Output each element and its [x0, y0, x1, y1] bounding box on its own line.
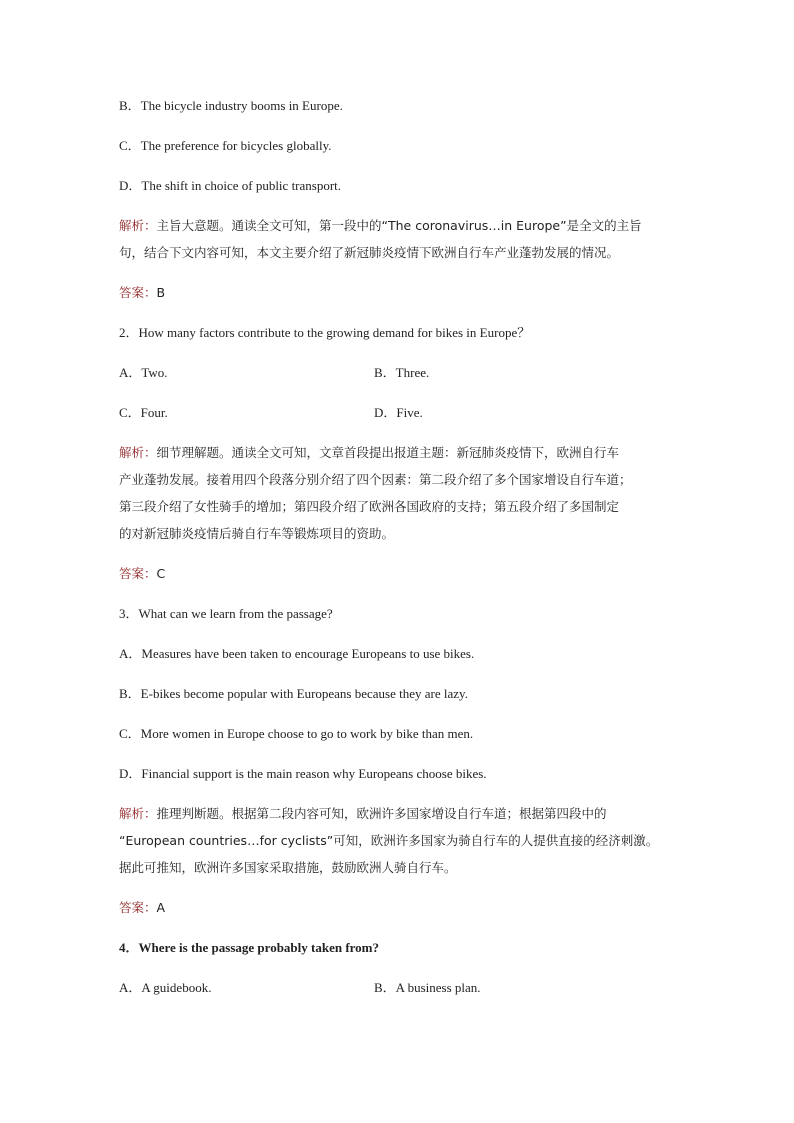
q1-option-b: B．The bicycle industry booms in Europe. — [119, 98, 343, 113]
q2-analysis — [119, 439, 679, 547]
q1-analysis — [119, 212, 679, 266]
q2-options-row-2 — [119, 399, 679, 426]
q4-option-b: B．A business plan. — [374, 980, 481, 995]
q3-answer-label: 答案： — [119, 900, 157, 915]
q3-option-d: D．Financial support is the main reason why Europeans choose bikes. — [119, 766, 487, 781]
q1-answer — [119, 279, 679, 306]
q3-option-a: A．Measures have been taken to encourage Europeans to use bikes. — [119, 646, 475, 661]
q2-analysis-label: 解析： — [119, 445, 157, 460]
q3-question: 3．What can we learn from the passage? — [119, 606, 333, 621]
q1-answer-value: B — [156, 285, 166, 300]
q2-analysis-line: 第三段介绍了女性骑手的增加；第四段介绍了欧洲各国政府的支持；第五段介绍了多国制定 — [119, 499, 620, 514]
document-page — [119, 92, 679, 1014]
q1-analysis-line: 主旨大意题。通读全文可知，第一段中的“The coronavirus…in Europe”是全文的主旨 — [156, 218, 642, 233]
q3-analysis-label: 解析： — [119, 806, 157, 821]
q4-option-a: A．A guidebook. — [119, 980, 212, 995]
q1-option-d: D．The shift in choice of public transport. — [119, 178, 342, 193]
q2-option-a: A．Two. — [119, 365, 168, 380]
q3-analysis-line: “European countries…for cyclists”可知，欧洲许多国家为骑自行车的人提供直接的经济刺激。 — [119, 833, 659, 848]
q1-analysis-label: 解析： — [119, 218, 157, 233]
q3-analysis-line: 推理判断题。根据第二段内容可知，欧洲许多国家增设自行车道；根据第四段中的 — [156, 806, 607, 821]
q2-option-c: C．Four. — [119, 405, 168, 420]
q2-option-d: D．Five. — [374, 405, 423, 420]
q2-option-b: B．Three. — [374, 365, 430, 380]
q3-answer — [119, 894, 679, 921]
q2-question: 2．How many factors contribute to the growing demand for bikes in Europe？ — [119, 325, 531, 340]
q1-option-c: C．The preference for bicycles globally. — [119, 138, 332, 153]
q3-analysis-line: 据此可推知，欧洲许多国家采取措施，鼓励欧洲人骑自行车。 — [119, 860, 457, 875]
q2-answer-label: 答案： — [119, 566, 157, 581]
q3-option-c: C．More women in Europe choose to go to work by bike than men. — [119, 726, 474, 741]
q4-options-row-1 — [119, 974, 679, 1001]
q1-answer-label: 答案： — [119, 285, 157, 300]
q3-answer-value: A — [156, 900, 166, 915]
q1-analysis-line: 句，结合下文内容可知，本文主要介绍了新冠肺炎疫情下欧洲自行车产业蓬勃发展的情况。 — [119, 245, 620, 260]
q2-options-row-1 — [119, 359, 679, 386]
q4-question: 4．Where is the passage probably taken from? — [119, 940, 380, 955]
q3-analysis — [119, 800, 679, 881]
q2-answer-value: C — [156, 566, 166, 581]
q2-answer — [119, 560, 679, 587]
q2-analysis-line: 细节理解题。通读全文可知，文章首段提出报道主题：新冠肺炎疫情下，欧洲自行车 — [156, 445, 620, 460]
q3-option-b: B．E-bikes become popular with Europeans because they are lazy. — [119, 686, 468, 701]
q2-analysis-line: 的对新冠肺炎疫情后骑自行车等锻炼项目的资助。 — [119, 526, 395, 541]
q2-analysis-line: 产业蓬勃发展。接着用四个段落分别介绍了四个因素：第二段介绍了多个国家增设自行车道； — [119, 472, 632, 487]
